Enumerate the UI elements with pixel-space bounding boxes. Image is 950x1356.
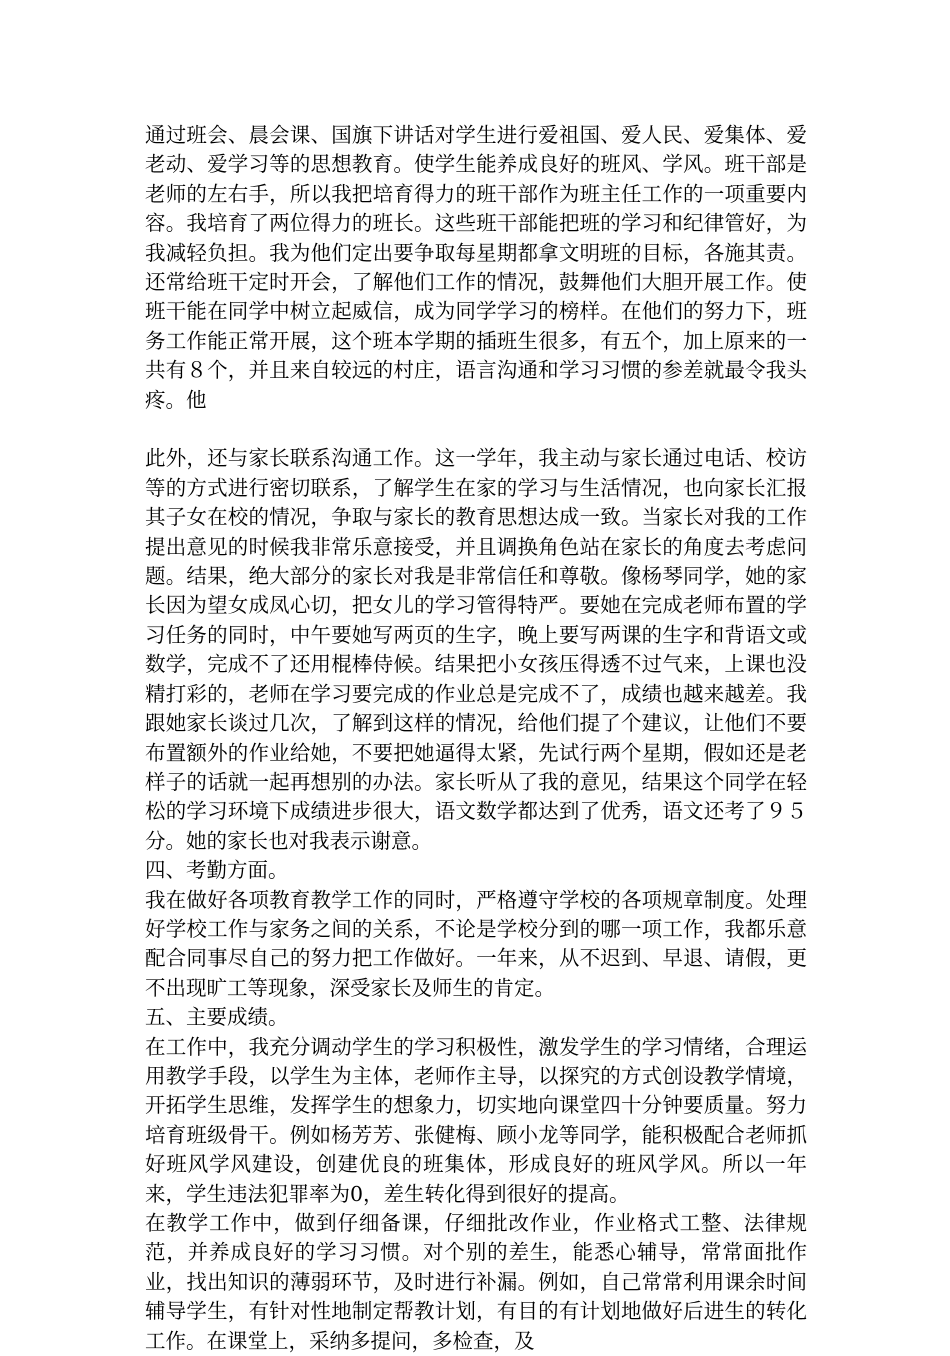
paragraph-gap bbox=[145, 415, 807, 444]
paragraph-parent-communication: 此外，还与家长联系沟通工作。这一学年，我主动与家长通过电话、校访等的方式进行密切联系，了解学生在家的学习与生活情况，也向家长汇报其子女在校的情况，争取与家长的教育思想达成一致。当家长对我的工作提出意见的时候我非常乐意接受，并且调换角色站在家长的角度去考虑问题。结果，绝大部分的家长对我是非常信任和尊敬。像杨琴同学，她的家长因为望女成凤心切，把女儿的学习管得特严。要她在完成老师布置的学习任务的同时，中午要她写两页的生字，晚上要写两课的生字和背语文或数学，完成不了还用棍棒侍候。结果把小女孩压得透不过气来，上课也没精打彩的，老师在学习要完成的作业总是完成不了，成绩也越来越差。我跟她家长谈过几次，了解到这样的情况，给他们提了个建议，让他们不要布置额外的作业给她，不要把她逼得太紧，先试行两个星期，假如还是老样子的话就一起再想别的办法。家长听从了我的意见，结果这个同学在轻松的学习环境下成绩进步很大，语文数学都达到了优秀，语文还考了９５分。她的家长也对我表示谢意。 bbox=[145, 446, 807, 853]
paragraph-attendance: 我在做好各项教育教学工作的同时，严格遵守学校的各项规章制度。处理好学校工作与家务之间的关系，不论是学校分到的哪一项工作，我都乐意配合同事尽自己的努力把工作做好。一年来，从不迟到、早退、请假，更不出现旷工等现象，深受家长及师生的肯定。 bbox=[145, 887, 807, 1000]
paragraph-class-management: 通过班会、晨会课、国旗下讲话对学生进行爱祖国、爱人民、爱集体、爱老动、爱学习等的思想教育。使学生能养成良好的班风、学风。班干部是老师的左右手，所以我把培育得力的班干部作为班主任工作的一项重要内容。我培育了两位得力的班长。这些班干部能把班的学习和纪律管好，为我减轻负担。我为他们定出要争取每星期都拿文明班的目标，各施其责。还常给班干定时开会，了解他们工作的情况，鼓舞他们大胆开展工作。使班干能在同学中树立起威信，成为同学学习的榜样。在他们的努力下，班务工作能正常开展，这个班本学期的插班生很多，有五个，加上原来的一共有８个，并且来自较远的村庄，语言沟通和学习习惯的参差就最令我头疼。他 bbox=[145, 123, 807, 412]
section-heading-achievements: 五、主要成绩。 bbox=[145, 1005, 289, 1030]
paragraph-teaching-work: 在教学工作中，做到仔细备课，仔细批改作业，作业格式工整、法律规范，并养成良好的学习习惯。对个别的差生，能悉心辅导，常常面批作业，找出知识的薄弱环节，及时进行补漏。例如，自己常常利用课余时间辅导学生，有针对性地制定帮教计划，有目的有计划地做好后进生的转化工作。在课堂上，采纳多提问，多检查，及 bbox=[145, 1211, 807, 1353]
document-page bbox=[145, 121, 807, 1356]
paragraph-achievements: 在工作中，我充分调动学生的学习积极性，激发学生的学习情绪，合理运用教学手段，以学生为主体，老师作主导，以探究的方式创设教学情境，开拓学生思维，发挥学生的想象力，切实地向课堂四十分钟要质量。努力培育班级骨干。例如杨芳芳、张健梅、顾小龙等同学，能积极配合老师抓好班风学风建设，创建优良的班集体，形成良好的班风学风。所以一年来，学生违法犯罪率为0，差生转化得到很好的提高。 bbox=[145, 1034, 807, 1206]
section-heading-attendance: 四、考勤方面。 bbox=[145, 858, 289, 883]
